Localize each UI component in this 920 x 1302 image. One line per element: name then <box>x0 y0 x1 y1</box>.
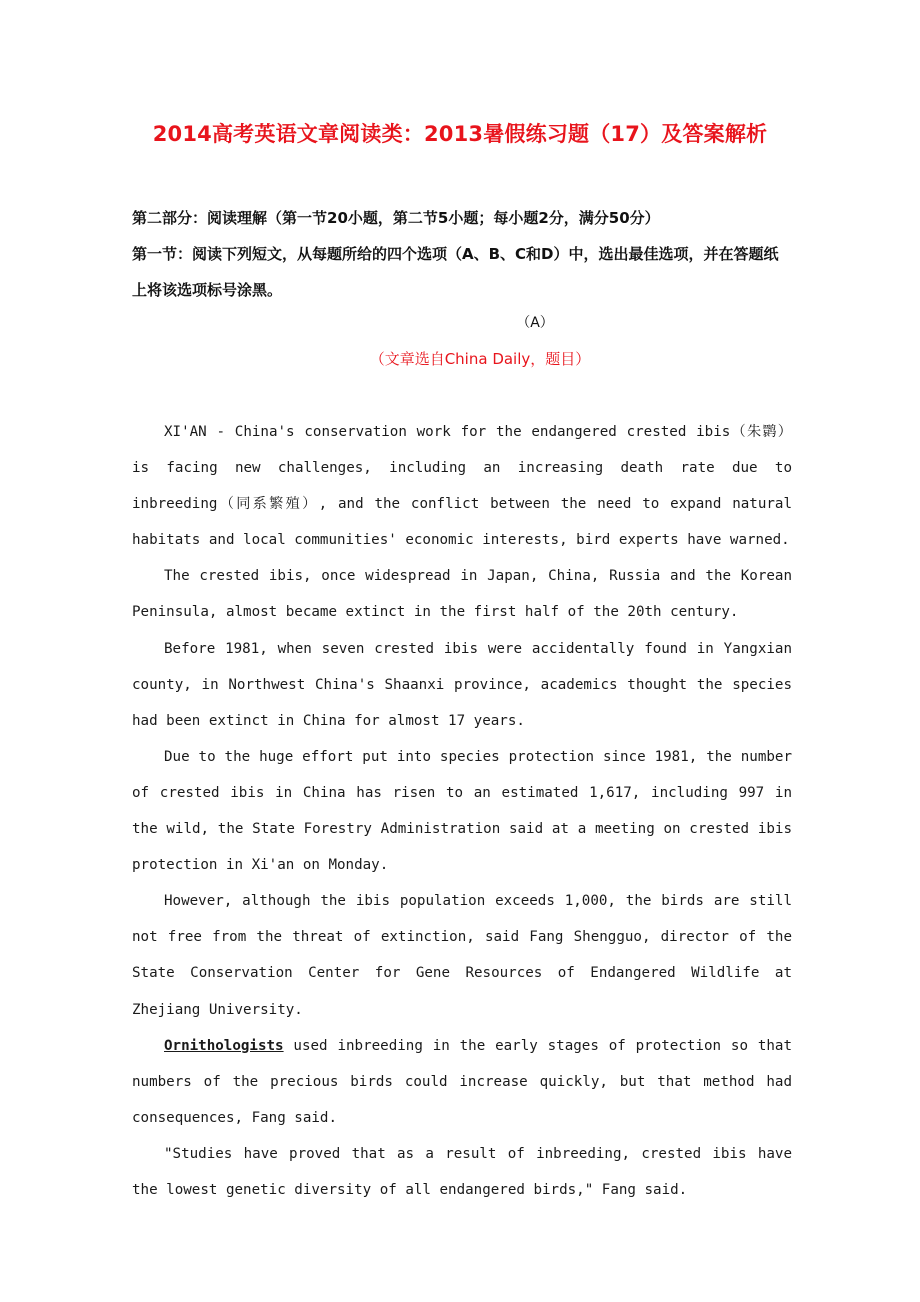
article-paragraph: XI'AN - China's conservation work for the endangered crested ibis（朱鹮）is facing new challenges, including an increasing death rate due to inbreeding（同系繁殖）, and the conflict between the need to expand natural habitats and local communities' economic interests, bird experts have warned. <box>132 424 792 549</box>
section-label: （A） <box>516 315 554 331</box>
article-body <box>132 414 792 1208</box>
article-paragraph: Before 1981, when seven crested ibis were accidentally found in Yangxian county, in Northwest China's Shaanxi province, academics thought the species had been extinct in China for almost 17 years. <box>132 640 792 729</box>
article-paragraph <box>132 1028 792 1136</box>
paragraph-text: used inbreeding in the early stages of protection so that numbers of the precious birds could increase quickly, but that method had consequences, Fang said. <box>132 1037 792 1126</box>
article-paragraph: "Studies have proved that as a result of inbreeding, crested ibis have the lowest genetic diversity of all endangered birds," Fang said. <box>132 1145 792 1198</box>
document-title: 2014高考英语文章阅读类：2013暑假练习题（17）及答案解析 <box>152 122 768 146</box>
article-paragraph: The crested ibis, once widespread in Japan, China, Russia and the Korean Peninsula, almost became extinct in the first half of the 20th century. <box>132 568 792 621</box>
source-note: （文章选自China Daily，题目） <box>369 350 591 368</box>
article-paragraph: Due to the huge effort put into species protection since 1981, the number of crested ibis in China has risen to an estimated 1,617, including 997 in the wild, the State Forestry Administration said at a meeting on crested ibis protection in Xi'an on Monday. <box>132 748 792 874</box>
underlined-word: Ornithologists <box>164 1037 284 1054</box>
instruction-line: 第二部分：阅读理解（第一节20小题，第二节5小题；每小题2分，满分50分） <box>132 209 660 227</box>
instructions <box>132 200 792 308</box>
instruction-line: 第一节：阅读下列短文，从每题所给的四个选项（A、B、C和D）中，选出最佳选项，并在答题纸上将该选项标号涂黑。 <box>132 245 779 299</box>
article-paragraph: However, although the ibis population exceeds 1,000, the birds are still not free from the threat of extinction, said Fang Shengguo, director of the State Conservation Center for Gene Resources of Endangered Wildlife at Zhejiang University. <box>132 893 792 1018</box>
